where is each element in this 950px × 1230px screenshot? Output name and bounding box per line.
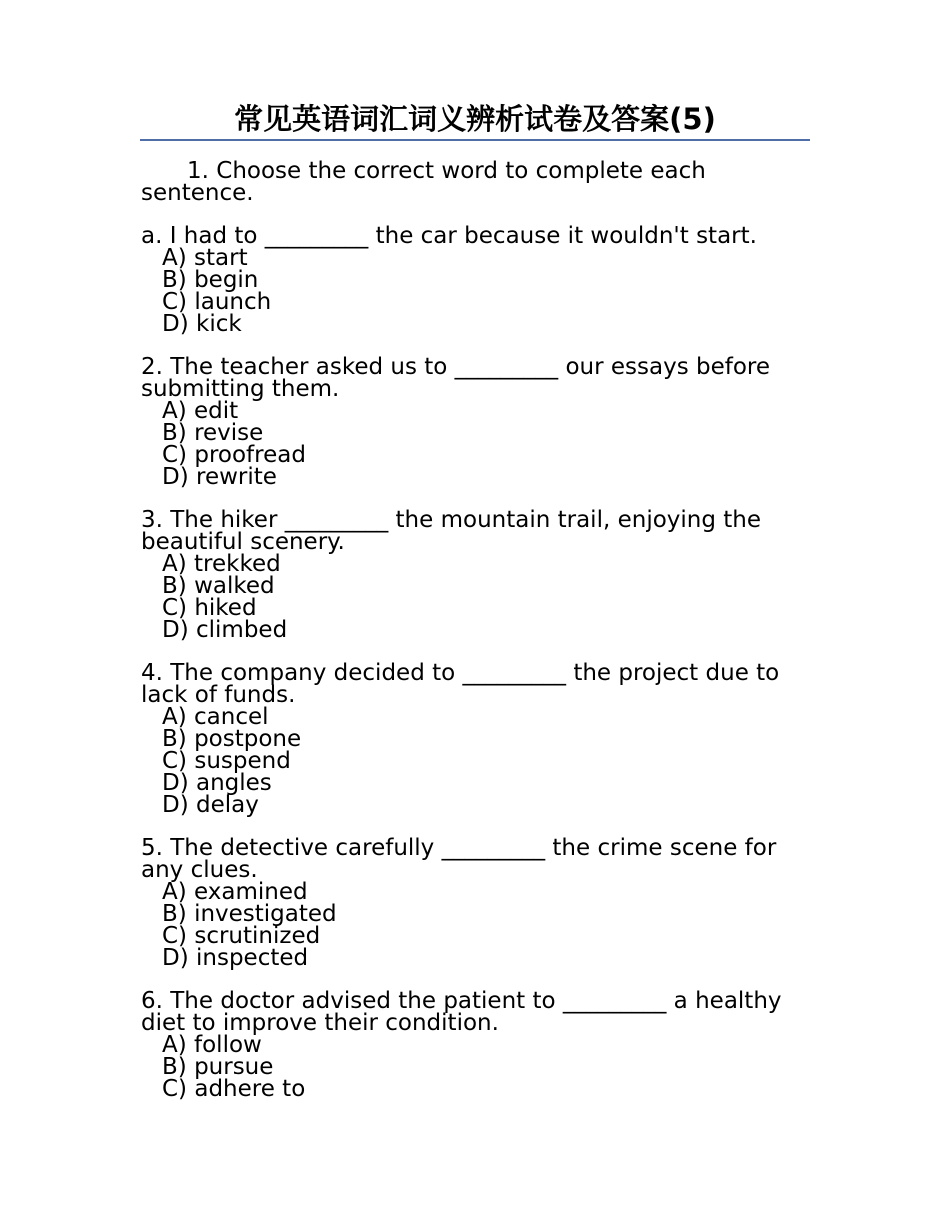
option-item: C) proofread — [162, 442, 306, 468]
option-item: B) begin — [162, 267, 259, 293]
option-item: C) hiked — [162, 595, 257, 621]
question-3 — [141, 509, 821, 641]
option-item: D) delay — [162, 792, 259, 818]
option-item: B) pursue — [162, 1054, 274, 1080]
option-item: A) follow — [162, 1032, 262, 1058]
option-item: B) investigated — [162, 901, 337, 927]
question-text: 6. The doctor advised the patient to _________ a healthy diet to improve their condition. — [141, 988, 782, 1036]
option-list — [141, 706, 821, 816]
option-item: C) scrutinized — [162, 923, 321, 949]
spacer — [141, 335, 821, 356]
option-item: C) launch — [162, 289, 272, 315]
spacer — [141, 641, 821, 662]
option-item: D) angles — [162, 770, 272, 796]
document-body — [141, 160, 821, 1100]
option-item: A) edit — [162, 398, 239, 424]
question-text: 2. The teacher asked us to _________ our essays before submitting them. — [141, 354, 771, 402]
option-item: B) walked — [162, 573, 275, 599]
spacer — [141, 204, 821, 225]
option-item: A) start — [162, 245, 248, 271]
document-title: 常见英语词汇词义辨析试卷及答案(5) — [234, 102, 716, 136]
question-6 — [141, 990, 821, 1100]
option-item: B) postpone — [162, 726, 302, 752]
question-5 — [141, 837, 821, 969]
option-item: A) cancel — [162, 704, 269, 730]
option-item: D) climbed — [162, 617, 288, 643]
option-item: A) trekked — [162, 551, 281, 577]
question-text: 4. The company decided to _________ the project due to lack of funds. — [141, 660, 780, 708]
question-text: a. I had to _________ the car because it wouldn't start. — [141, 223, 757, 249]
spacer — [141, 969, 821, 990]
title-underline — [140, 139, 810, 141]
question-2 — [141, 356, 821, 488]
option-item: C) suspend — [162, 748, 291, 774]
question-1 — [141, 225, 821, 335]
question-text: 5. The detective carefully _________ the crime scene for any clues. — [141, 835, 777, 883]
spacer — [141, 816, 821, 837]
option-item: D) inspected — [162, 945, 309, 971]
option-item: D) rewrite — [162, 464, 277, 490]
option-list — [141, 247, 821, 335]
option-item: A) examined — [162, 879, 308, 905]
option-list — [141, 1034, 821, 1100]
option-item: B) revise — [162, 420, 264, 446]
instruction-text: 1. Choose the correct word to complete each sentence. — [141, 158, 706, 206]
question-4 — [141, 662, 821, 816]
question-text: 3. The hiker _________ the mountain trail, enjoying the beautiful scenery. — [141, 507, 762, 555]
option-list — [141, 553, 821, 641]
option-list — [141, 881, 821, 969]
option-item: D) kick — [162, 311, 242, 337]
option-item: C) adhere to — [162, 1076, 306, 1102]
option-list — [141, 400, 821, 488]
spacer — [141, 488, 821, 509]
